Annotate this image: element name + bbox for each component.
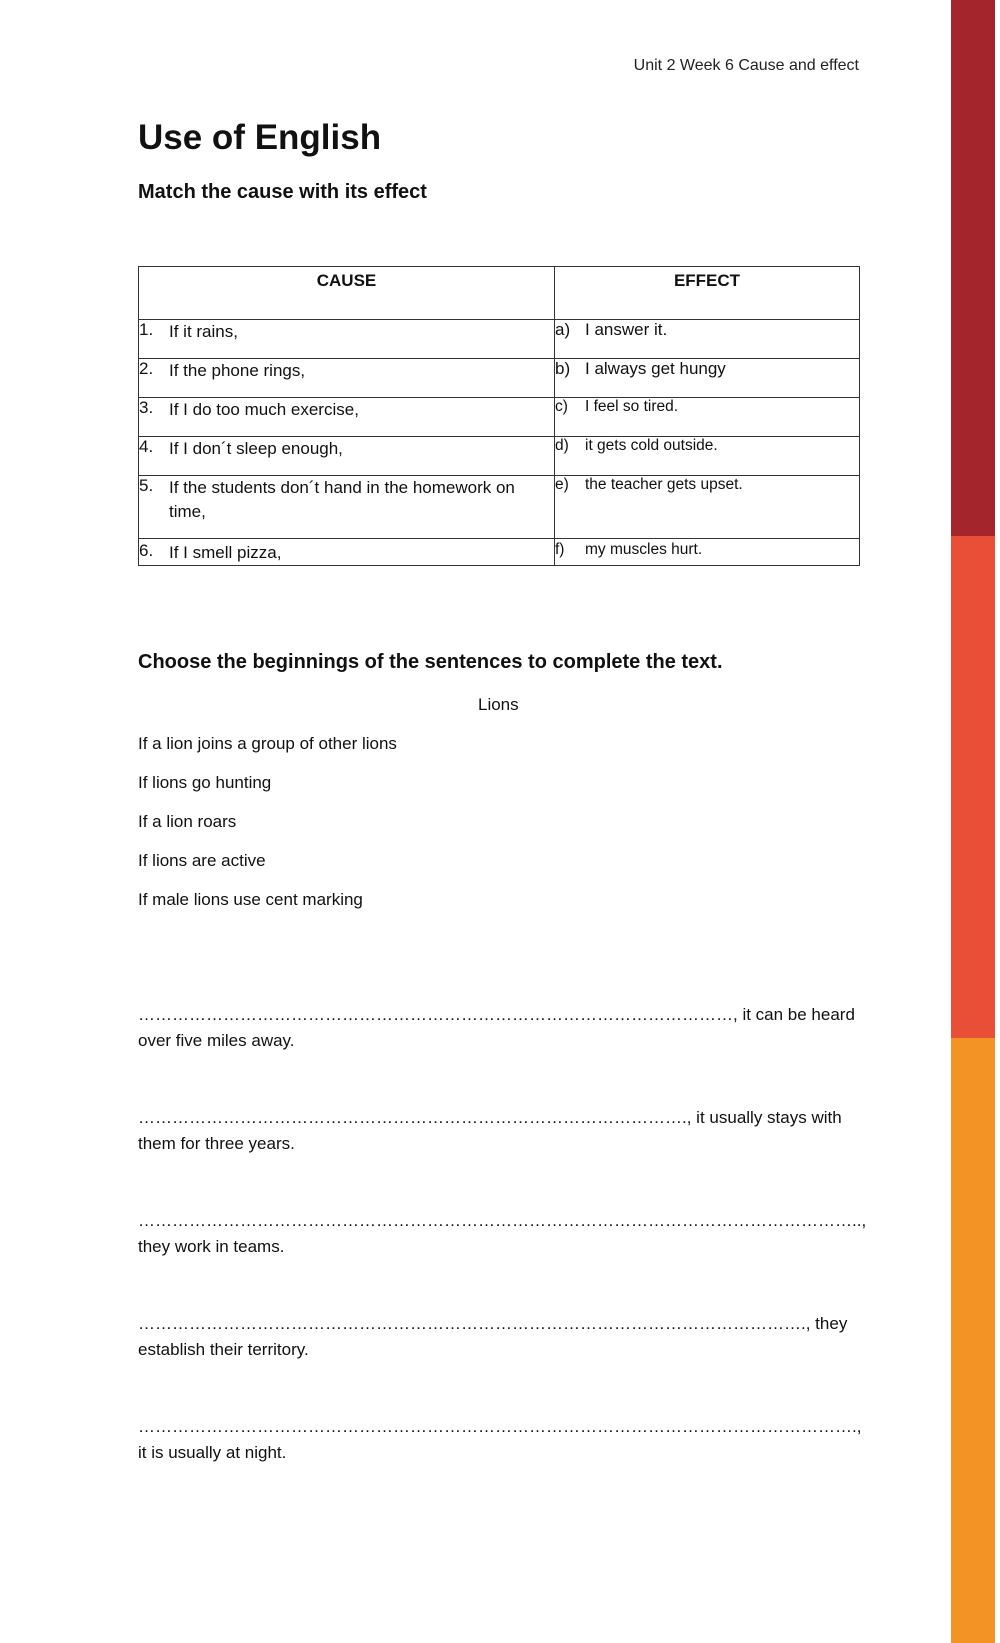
header-note: Unit 2 Week 6 Cause and effect xyxy=(633,57,859,74)
effect-cell xyxy=(555,476,860,539)
answer-blank[interactable]: …………………………………………………………………………………………… xyxy=(138,1005,733,1024)
sentence-ending: , it can be heard over five miles away. xyxy=(138,1005,855,1050)
text-title: Lions xyxy=(478,695,519,714)
decorative-bar-red xyxy=(951,536,995,1038)
cause-cell xyxy=(139,437,555,476)
cause-number: 5. xyxy=(139,476,154,495)
cause-cell xyxy=(139,320,555,359)
sentence-beginnings-list xyxy=(138,732,397,927)
effect-header: EFFECT xyxy=(555,267,860,320)
cause-cell xyxy=(139,359,555,398)
sentence-ending: , they establish their territory. xyxy=(138,1314,848,1359)
effect-letter: e) xyxy=(555,476,569,493)
cause-text: If the students don´t hand in the homework on time, xyxy=(169,478,515,521)
effect-letter: d) xyxy=(555,437,569,454)
table-row xyxy=(139,437,860,476)
sentence-ending: , they work in teams. xyxy=(138,1211,867,1256)
answer-blank[interactable]: ………………………………………………………………………………………………………. xyxy=(138,1314,806,1333)
effect-letter: f) xyxy=(555,541,565,558)
cause-text: If the phone rings, xyxy=(169,361,306,380)
effect-text: the teacher gets upset. xyxy=(585,476,743,493)
table-row xyxy=(139,476,860,539)
fill-in-sentence xyxy=(138,1002,858,1054)
table-row xyxy=(139,359,860,398)
cause-effect-table xyxy=(138,266,860,566)
cause-cell xyxy=(139,539,555,566)
sentence-ending: , it usually stays with them for three years. xyxy=(138,1108,842,1153)
effect-text: my muscles hurt. xyxy=(585,541,703,558)
cause-number: 6. xyxy=(139,541,154,560)
cause-text: If it rains, xyxy=(169,322,238,341)
table-row xyxy=(139,539,860,566)
effect-letter: c) xyxy=(555,398,568,415)
answer-blank[interactable]: ……………………………………………………………………………………. xyxy=(138,1108,687,1127)
cause-cell xyxy=(139,398,555,437)
cause-text: If I don´t sleep enough, xyxy=(169,439,343,458)
cause-number: 3. xyxy=(139,398,154,417)
cause-number: 1. xyxy=(139,320,154,339)
effect-letter: b) xyxy=(555,359,571,378)
answer-blank[interactable]: ……………………………………………………………………………………………………………….. xyxy=(138,1211,862,1230)
effect-cell xyxy=(555,437,860,476)
effect-cell xyxy=(555,539,860,566)
effect-cell xyxy=(555,320,860,359)
cause-number: 4. xyxy=(139,437,154,456)
choose-instruction: Choose the beginnings of the sentences to complete the text. xyxy=(138,651,723,673)
decorative-bar-dark-red xyxy=(951,0,995,536)
fill-in-sentence xyxy=(138,1414,862,1466)
list-item: If lions go hunting xyxy=(138,773,272,792)
cause-text: If I do too much exercise, xyxy=(169,400,359,419)
sentence-ending: , it is usually at night. xyxy=(138,1417,862,1462)
effect-text: I always get hungy xyxy=(585,359,726,378)
page-title: Use of English xyxy=(138,118,382,157)
table-header-row xyxy=(139,267,860,320)
list-item: If a lion joins a group of other lions xyxy=(138,734,397,753)
list-item: If male lions use cent marking xyxy=(138,890,363,909)
list-item: If a lion roars xyxy=(138,812,237,831)
list-item: If lions are active xyxy=(138,851,266,870)
effect-text: I answer it. xyxy=(585,320,668,339)
table-row xyxy=(139,320,860,359)
cause-header: CAUSE xyxy=(139,267,555,320)
effect-cell xyxy=(555,359,860,398)
answer-blank[interactable]: ………………………………………………………………………………………………………………. xyxy=(138,1417,857,1436)
fill-in-sentence xyxy=(138,1311,858,1363)
cause-cell xyxy=(139,476,555,539)
table-row xyxy=(139,398,860,437)
effect-text: I feel so tired. xyxy=(585,398,679,415)
fill-in-sentence xyxy=(138,1105,858,1157)
cause-text: If I smell pizza, xyxy=(169,543,282,562)
cause-number: 2. xyxy=(139,359,154,378)
fill-in-sentence xyxy=(138,1208,867,1260)
effect-text: it gets cold outside. xyxy=(585,437,718,454)
effect-letter: a) xyxy=(555,320,571,339)
match-instruction: Match the cause with its effect xyxy=(138,181,427,203)
decorative-bar-orange xyxy=(951,1038,995,1643)
effect-cell xyxy=(555,398,860,437)
